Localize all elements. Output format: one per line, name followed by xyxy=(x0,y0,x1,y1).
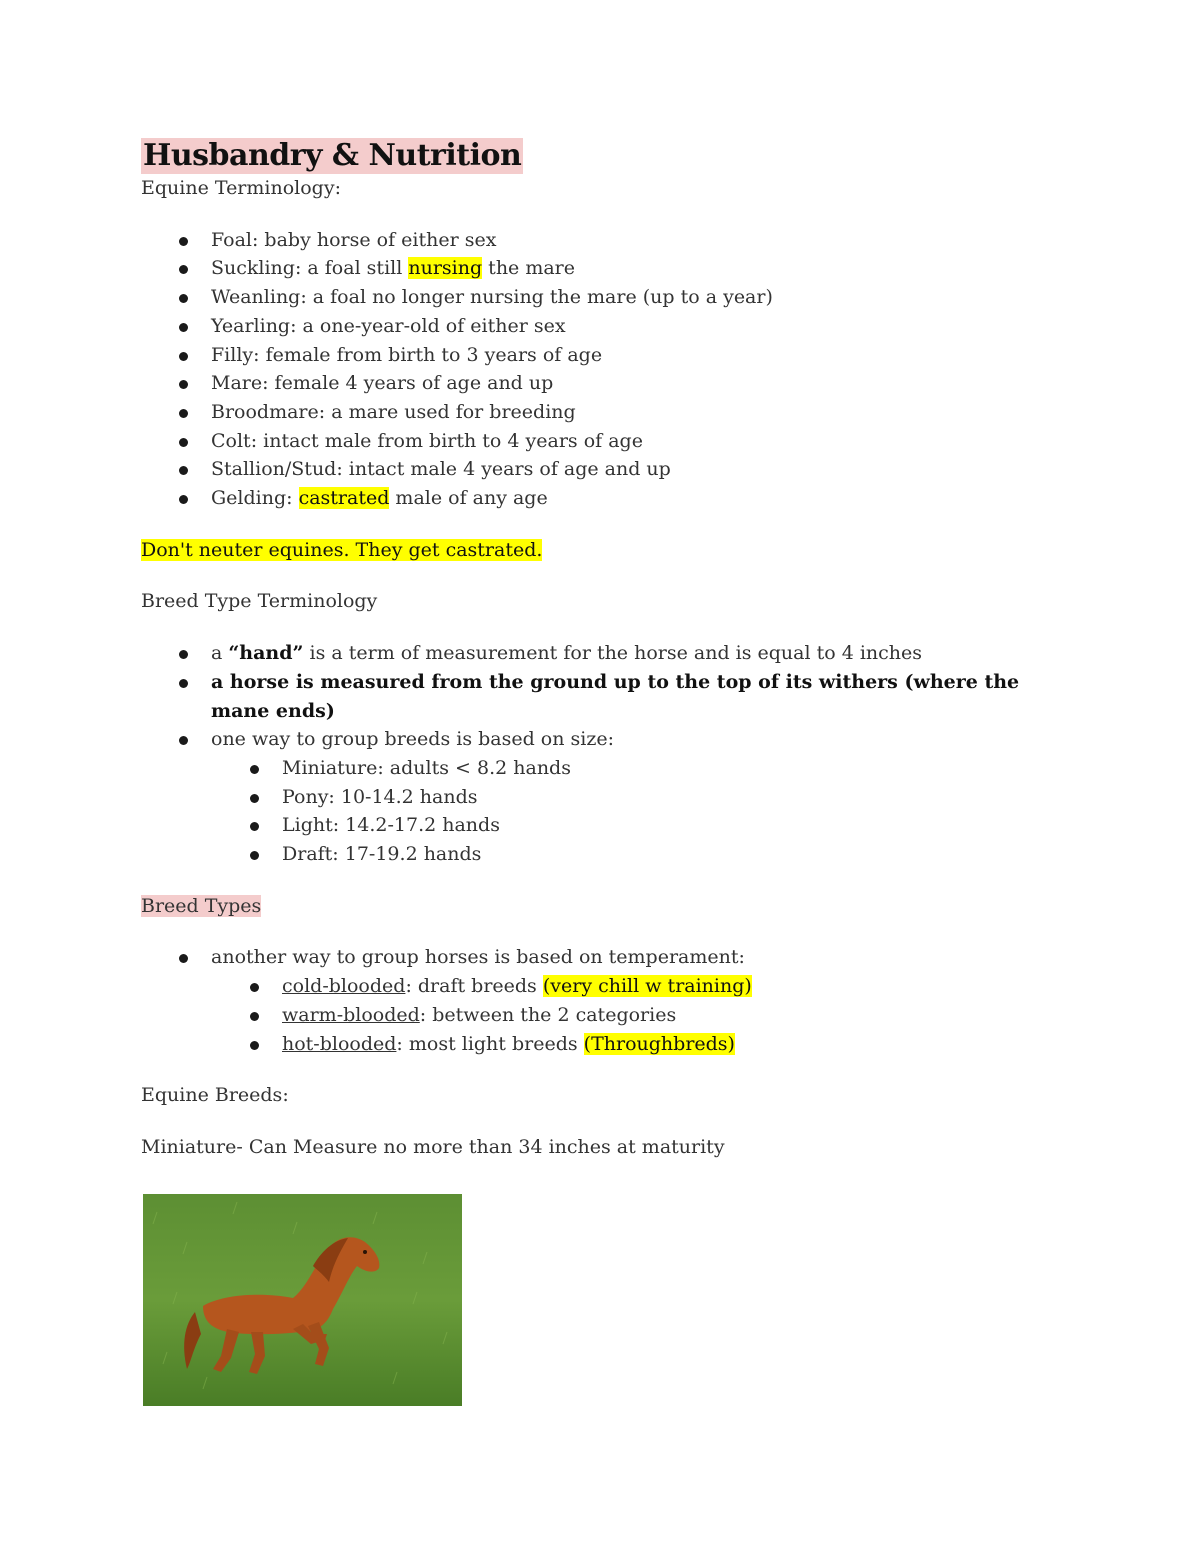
list-item-text: the mare xyxy=(482,257,576,280)
bullet-icon xyxy=(179,954,188,963)
bullet-icon xyxy=(179,409,188,418)
list-item-text: Pony: 10-14.2 hands xyxy=(282,785,478,808)
breed-types-heading: Breed Types xyxy=(141,894,262,917)
highlighted-text: (Throughbreds) xyxy=(583,1032,735,1055)
bold-term: “hand” xyxy=(228,642,304,665)
page-title: Husbandry & Nutrition xyxy=(143,138,522,173)
bullet-icon xyxy=(250,983,259,992)
spacer xyxy=(141,1058,1101,1081)
bullet-icon xyxy=(179,495,188,504)
list-item-text: Weanling: a foal no longer nursing the mare (up to a year) xyxy=(211,286,773,309)
underlined-term: cold-blooded xyxy=(282,975,406,998)
list-item xyxy=(141,254,1101,283)
spacer xyxy=(141,513,1101,536)
list-item xyxy=(141,369,1101,398)
list-item-text: Light: 14.2-17.2 hands xyxy=(282,814,500,837)
bullet-icon xyxy=(179,466,188,475)
equine-terminology-heading: Equine Terminology: xyxy=(141,177,341,199)
list-item-text: Mare: female 4 years of age and up xyxy=(211,372,554,395)
underlined-term: hot-blooded xyxy=(282,1032,397,1055)
highlighted-text: nursing xyxy=(408,257,483,280)
list-item xyxy=(141,455,1101,484)
highlighted-text: castrated xyxy=(298,487,390,510)
bullet-icon xyxy=(179,650,188,659)
list-item-text: is a term of measurement for the horse and is equal to 4 inches xyxy=(303,642,923,665)
spacer xyxy=(141,869,1101,892)
equine-breeds-heading: Equine Breeds: xyxy=(141,1084,289,1107)
spacer xyxy=(141,564,1101,587)
list-item xyxy=(141,943,1101,972)
list-item-text: Suckling: a foal still xyxy=(211,257,409,280)
list-item xyxy=(141,754,1101,783)
castration-note: Don't neuter equines. They get castrated. xyxy=(141,538,543,561)
bullet-icon xyxy=(179,265,188,274)
highlighted-text: (very chill w training) xyxy=(542,975,752,998)
list-item xyxy=(141,484,1101,513)
list-item-text: Filly: female from birth to 3 years of age xyxy=(211,343,603,366)
list-item xyxy=(141,1001,1101,1030)
list-item-text: : draft breeds xyxy=(405,975,543,998)
bullet-icon xyxy=(250,1012,259,1021)
bullet-icon xyxy=(179,438,188,447)
bullet-icon xyxy=(250,851,259,860)
list-item-text: one way to group breeds is based on size: xyxy=(211,728,614,751)
bullet-icon xyxy=(179,294,188,303)
spacer xyxy=(141,616,1101,639)
bullet-icon xyxy=(250,1041,259,1050)
breed-types-list xyxy=(141,943,1101,972)
bullet-icon xyxy=(250,822,259,831)
list-item xyxy=(141,427,1101,456)
list-item xyxy=(141,226,1101,255)
list-item xyxy=(141,840,1101,869)
list-item xyxy=(141,783,1101,812)
list-item-text: a xyxy=(211,642,229,665)
list-item xyxy=(141,398,1101,427)
list-item-text: Foal: baby horse of either sex xyxy=(211,228,497,251)
list-item-text: Broodmare: a mare used for breeding xyxy=(211,400,576,423)
equine-terminology-list xyxy=(141,226,1101,513)
list-item-text: : between the 2 categories xyxy=(419,1003,677,1026)
temperament-list xyxy=(141,972,1101,1058)
bullet-icon xyxy=(179,380,188,389)
list-item-text: another way to group horses is based on temperament: xyxy=(211,946,745,969)
list-item xyxy=(141,283,1101,312)
list-item-text: a horse is measured from the ground up to the top of its withers (where the mane ends) xyxy=(211,670,1020,722)
bullet-icon xyxy=(179,679,188,688)
miniature-horse-photo xyxy=(143,1194,462,1406)
spacer xyxy=(141,920,1101,943)
list-item xyxy=(141,312,1101,341)
spacer xyxy=(141,1110,1101,1133)
bullet-icon xyxy=(179,736,188,745)
list-item-text: Colt: intact male from birth to 4 years of age xyxy=(211,429,643,452)
list-item-text: male of any age xyxy=(389,487,548,510)
list-item xyxy=(141,811,1101,840)
bullet-icon xyxy=(179,237,188,246)
size-groups-list xyxy=(141,754,1101,869)
bullet-icon xyxy=(179,352,188,361)
list-item xyxy=(141,341,1101,370)
miniature-description: Miniature- Can Measure no more than 34 inches at maturity xyxy=(141,1135,725,1158)
list-item xyxy=(141,668,1041,725)
breed-type-terminology-list xyxy=(141,639,1101,754)
bullet-icon xyxy=(250,794,259,803)
list-item xyxy=(141,639,1101,668)
bullet-icon xyxy=(179,323,188,332)
list-item-text: Stallion/Stud: intact male 4 years of age and up xyxy=(211,458,671,481)
list-item xyxy=(141,725,1101,754)
underlined-term: warm-blooded xyxy=(282,1003,420,1026)
list-item-text: Miniature: adults < 8.2 hands xyxy=(282,756,571,779)
breed-type-terminology-heading: Breed Type Terminology xyxy=(141,590,378,613)
list-item xyxy=(141,972,1101,1001)
list-item-text: Gelding: xyxy=(211,487,299,510)
list-item-text: Draft: 17-19.2 hands xyxy=(282,843,482,866)
bullet-icon xyxy=(250,765,259,774)
document-page xyxy=(141,138,1101,1162)
list-item xyxy=(141,1030,1101,1059)
list-item-text: : most light breeds xyxy=(396,1032,584,1055)
list-item-text: Yearling: a one-year-old of either sex xyxy=(211,314,566,337)
spacer xyxy=(141,203,1101,226)
